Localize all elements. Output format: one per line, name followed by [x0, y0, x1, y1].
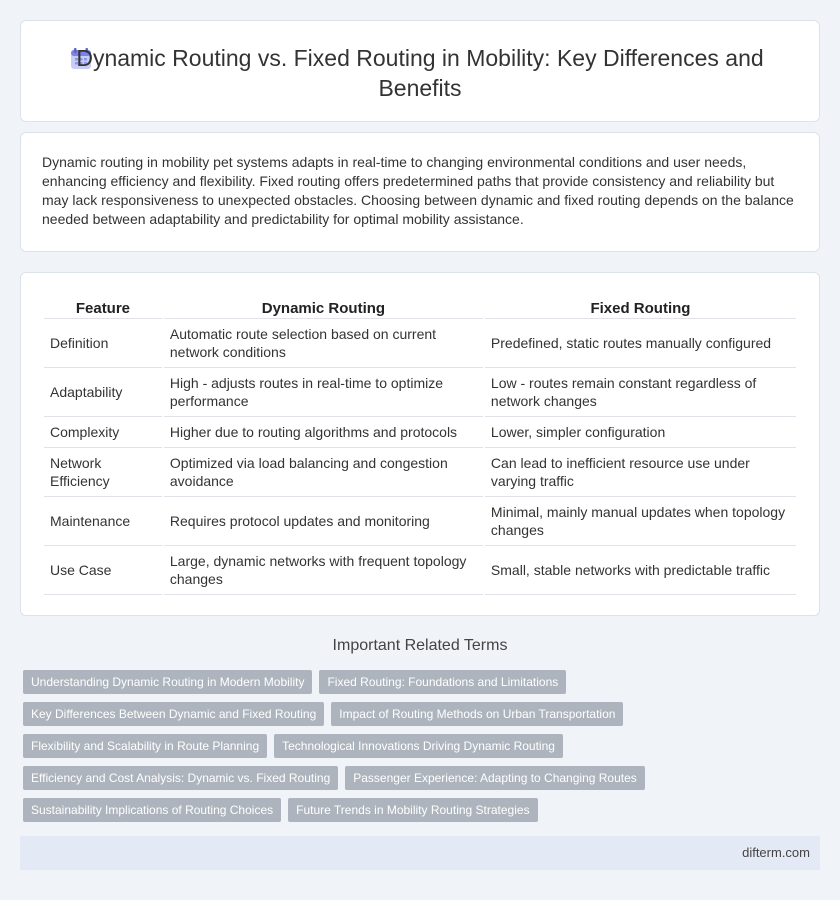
related-term-tag[interactable]: Technological Innovations Driving Dynamic Routing: [274, 734, 563, 758]
dynamic-cell: Automatic route selection based on current network conditions: [164, 319, 483, 368]
related-term-tag[interactable]: Impact of Routing Methods on Urban Transportation: [331, 702, 623, 726]
feature-cell: Adaptability: [44, 368, 162, 417]
feature-cell: Use Case: [44, 546, 162, 595]
header-feature: Feature: [44, 293, 162, 319]
related-term-tag[interactable]: Understanding Dynamic Routing in Modern Mobility: [23, 670, 312, 694]
intro-card: [20, 132, 820, 252]
table-row: [44, 417, 796, 448]
fixed-cell: Small, stable networks with predictable traffic: [485, 546, 796, 595]
dynamic-cell: Higher due to routing algorithms and protocols: [164, 417, 483, 448]
feature-cell: Network Efficiency: [44, 448, 162, 497]
dynamic-cell: Requires protocol updates and monitoring: [164, 497, 483, 546]
related-term-tag[interactable]: Fixed Routing: Foundations and Limitations: [319, 670, 566, 694]
fixed-cell: Can lead to inefficient resource use under varying traffic: [485, 448, 796, 497]
table-row: [44, 497, 796, 546]
related-term-tag[interactable]: Passenger Experience: Adapting to Changing Routes: [345, 766, 645, 790]
fixed-cell: Low - routes remain constant regardless of network changes: [485, 368, 796, 417]
related-terms-heading: Important Related Terms: [332, 637, 508, 654]
tag-row: [23, 670, 566, 694]
dynamic-cell: Large, dynamic networks with frequent topology changes: [164, 546, 483, 595]
comparison-card: [20, 272, 820, 616]
feature-cell: Complexity: [44, 417, 162, 448]
related-term-tag[interactable]: Efficiency and Cost Analysis: Dynamic vs. Fixed Routing: [23, 766, 338, 790]
fixed-cell: Minimal, mainly manual updates when topology changes: [485, 497, 796, 546]
fixed-cell: Lower, simpler configuration: [485, 417, 796, 448]
table-header-row: [44, 293, 796, 319]
related-term-tag[interactable]: Flexibility and Scalability in Route Planning: [23, 734, 267, 758]
header-card: [20, 20, 820, 122]
table-row: [44, 448, 796, 497]
site-name[interactable]: difterm.com: [742, 845, 810, 860]
feature-cell: Definition: [44, 319, 162, 368]
page-title: Dynamic Routing vs. Fixed Routing in Mobility: Key Differences and Benefits: [76, 45, 764, 101]
header-dynamic-routing: Dynamic Routing: [164, 293, 483, 319]
feature-cell: Maintenance: [44, 497, 162, 546]
footer: [20, 836, 820, 870]
dynamic-cell: Optimized via load balancing and congestion avoidance: [164, 448, 483, 497]
tag-row: [23, 734, 563, 758]
dynamic-cell: High - adjusts routes in real-time to optimize performance: [164, 368, 483, 417]
table-row: [44, 319, 796, 368]
related-term-tag[interactable]: Sustainability Implications of Routing Choices: [23, 798, 281, 822]
header-fixed-routing: Fixed Routing: [485, 293, 796, 319]
fixed-cell: Predefined, static routes manually configured: [485, 319, 796, 368]
comparison-table: [42, 293, 798, 595]
table-row: [44, 368, 796, 417]
intro-paragraph: Dynamic routing in mobility pet systems adapts in real-time to changing environmental conditions and user needs, enhancing efficiency and flexibility. Fixed routing offers predetermined paths that provide consistency and reliability but may lack responsiveness to unexpected obstacles. Choosing between dynamic and fixed routing depends on the balance needed between adaptability and predictability for optimal mobility assistance.: [42, 154, 794, 227]
tag-row: [23, 798, 538, 822]
table-row: [44, 546, 796, 595]
tag-row: [23, 702, 623, 726]
related-term-tag[interactable]: Future Trends in Mobility Routing Strategies: [288, 798, 537, 822]
tag-row: [23, 766, 645, 790]
related-term-tag[interactable]: Key Differences Between Dynamic and Fixed Routing: [23, 702, 324, 726]
